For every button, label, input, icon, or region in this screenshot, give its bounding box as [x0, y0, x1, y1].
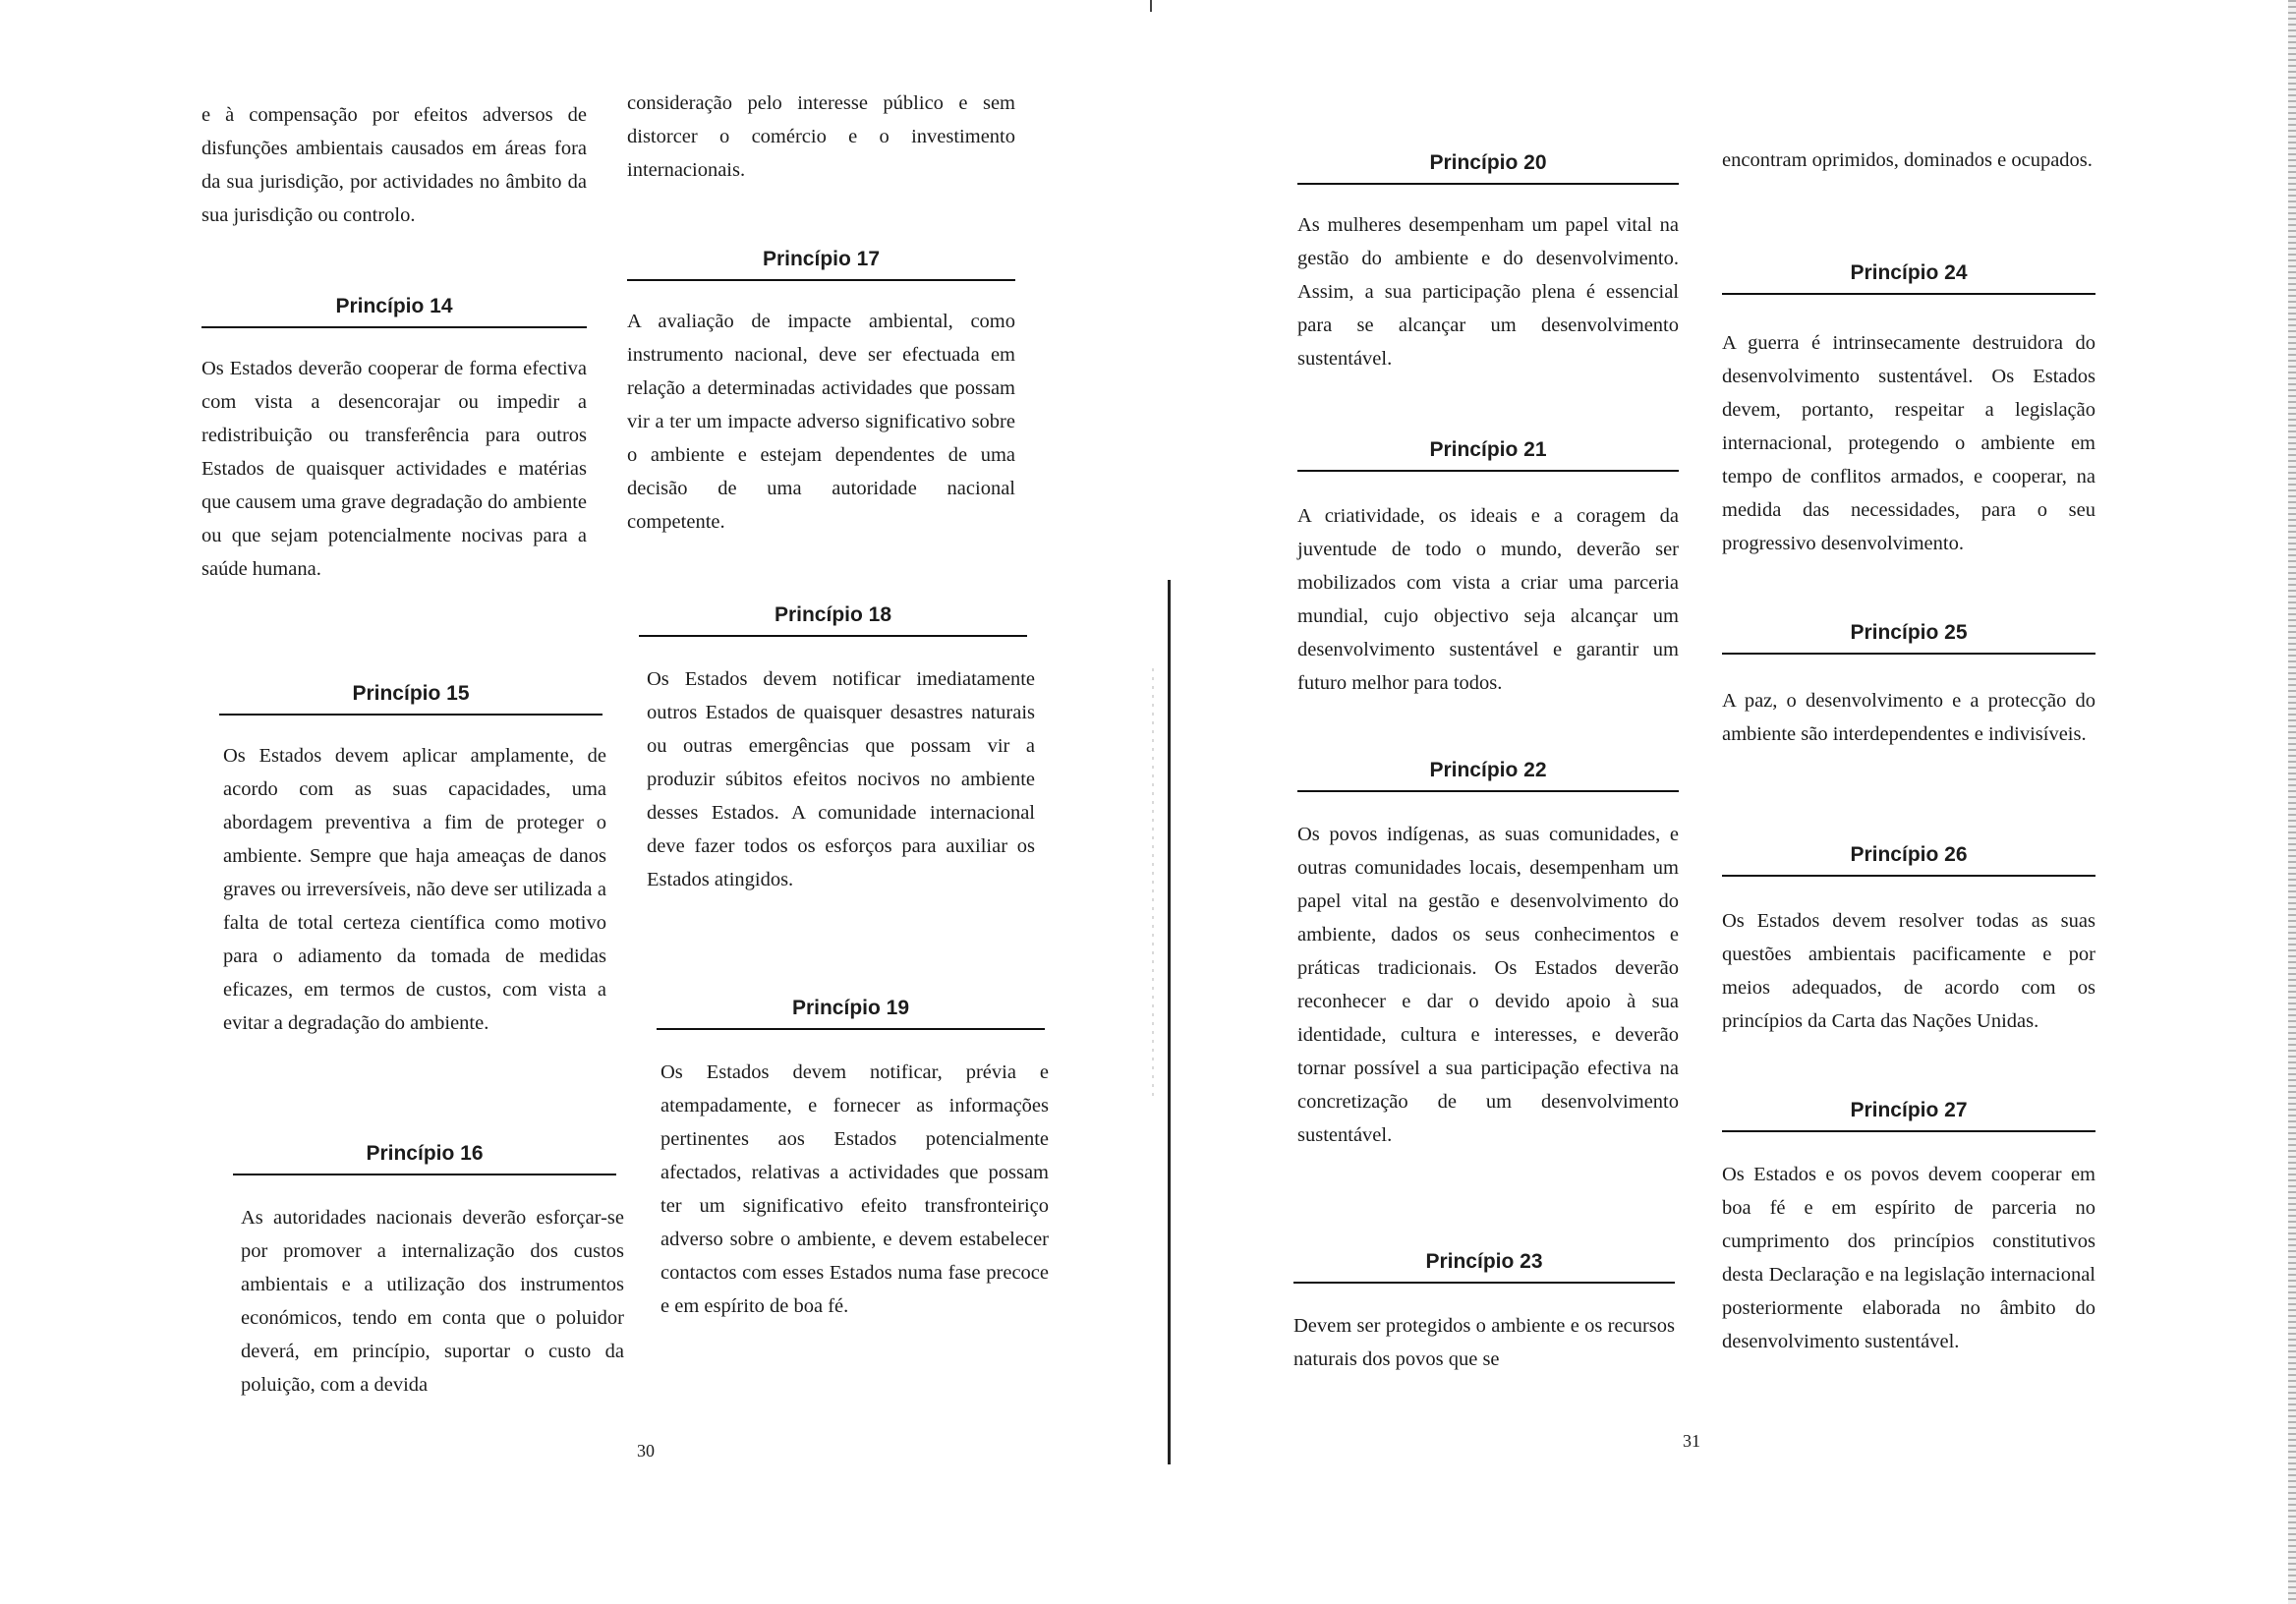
principle-17-text: A avaliação de impacte ambiental, como instrumento nacional, deve ser efectuada em relação a determinadas actividades que possam vir a ter um impacte adverso significativo sobre o ambiente e estejam dependentes de uma decisão de uma autoridade nacional competente. [627, 311, 1015, 533]
principle-24-text: A guerra é intrinsecamente destruidora do desenvolvimento sustentável. Os Estados devem, portanto, respeitar a legislação internacional, protegendo o ambiente em tempo de conflitos armados, e cooperar, na medida das necessidades, para o seu progressivo desenvolvimento. [1722, 332, 2095, 554]
principle-21-text: A criatividade, os ideais e a coragem da juventude de todo o mundo, deverão ser mobilizados com vista a criar uma parceria mundial, cujo objectivo seja alcançar um desenvolvimento sustentável e garantir um futuro melhor para todos. [1297, 505, 1679, 694]
principle-27-heading: Princípio 27 [1722, 1097, 2095, 1132]
principle-19-text: Os Estados devem notificar, prévia e atempadamente, e fornecer as informações pertinentes aos Estados potencialmente afectados, relativas a actividades que possam ter um significativo efeito transfronteiriço adverso sobre o ambiente, e devem estabelecer contactos com esses Estados numa fase precoce e em espírito de boa fé. [660, 1061, 1049, 1317]
page-number: 30 [637, 1441, 655, 1461]
continuation-paragraph: consideração pelo interesse público e sem distorcer o comércio e o investimento internacionais. [627, 92, 1015, 181]
principle-20-text: As mulheres desempenham um papel vital na gestão do ambiente e do desenvolvimento. Assim, a sua participação plena é essencial para se alcançar um desenvolvimento sustentável. [1297, 214, 1679, 370]
principle-20-heading: Princípio 20 [1297, 149, 1679, 185]
principle-16-heading: Princípio 16 [233, 1140, 616, 1175]
principle-26-text: Os Estados devem resolver todas as suas questões ambientais pacificamente e por meios adequados, de acordo com os princípios da Carta das Nações Unidas. [1722, 910, 2095, 1032]
principle-24-heading: Princípio 24 [1722, 259, 2095, 295]
principle-19-heading: Princípio 19 [657, 995, 1045, 1030]
principle-25-text: A paz, o desenvolvimento e a protecção do ambiente são interdependentes e indivisíveis. [1722, 690, 2095, 745]
principle-15-text: Os Estados devem aplicar amplamente, de acordo com as suas capacidades, uma abordagem preventiva a fim de proteger o ambiente. Sempre que haja ameaças de danos graves ou irreversíveis, não deve ser utilizada a falta de total certeza científica como motivo para o adiamento da tomada de medidas eficazes, em termos de custos, com vista a evitar a degradação do ambiente. [223, 745, 606, 1034]
principle-18-text: Os Estados devem notificar imediatamente outros Estados de quaisquer desastres naturais ou outras emergências que possam vir a produzir súbitos efeitos nocivos no ambiente desses Estados. A comunidade internacional deve fazer todos os esforços para auxiliar os Estados atingidos. [647, 668, 1035, 890]
principle-14-text: Os Estados deverão cooperar de forma efectiva com vista a desencorajar ou impedir a redistribuição ou transferência para outros Estados de quaisquer actividades e matérias que causem uma grave degradação do ambiente ou que sejam potencialmente nocivas para a saúde humana. [201, 358, 587, 580]
principle-25-heading: Princípio 25 [1722, 619, 2095, 655]
continuation-paragraph: encontram oprimidos, dominados e ocupados. [1722, 149, 2093, 171]
principle-17-heading: Princípio 17 [627, 246, 1015, 281]
page-number: 31 [1683, 1431, 1700, 1451]
continuation-paragraph: e à compensação por efeitos adversos de disfunções ambientais causados em áreas fora da sua jurisdição, por actividades no âmbito da sua jurisdição ou controlo. [201, 104, 587, 226]
principle-23-text: Devem ser protegidos o ambiente e os recursos naturais dos povos que se [1293, 1315, 1675, 1370]
principle-26-heading: Princípio 26 [1722, 841, 2095, 877]
principle-27-text: Os Estados e os povos devem cooperar em boa fé e em espírito de parceria no cumprimento dos princípios constitutivos desta Declaração e na legislação internacional posteriormente elaborada no âmbito do desenvolvimento sustentável. [1722, 1164, 2095, 1352]
principle-18-heading: Princípio 18 [639, 602, 1027, 637]
principle-23-heading: Princípio 23 [1293, 1248, 1675, 1284]
principle-14-heading: Princípio 14 [201, 293, 587, 328]
principle-21-heading: Princípio 21 [1297, 436, 1679, 472]
principle-22-text: Os povos indígenas, as suas comunidades, e outras comunidades locais, desempenham um papel vital na gestão e desenvolvimento do ambiente, dados os seus conhecimentos e práticas tradicionais. Os Estados deverão reconhecer e dar o devido apoio à sua identidade, cultura e interesses, e deverão tornar possível a sua participação efectiva na concretização de um desenvolvimento sustentável. [1297, 824, 1679, 1146]
principle-16-text: As autoridades nacionais deverão esforçar-se por promover a internalização dos custos ambientais e a utilização dos instrumentos económicos, tendo em conta que o poluidor deverá, em princípio, suportar o custo da poluição, com a devida [241, 1207, 624, 1396]
principle-22-heading: Princípio 22 [1297, 757, 1679, 792]
principle-15-heading: Princípio 15 [219, 680, 603, 716]
right-page [1170, 0, 2296, 1604]
